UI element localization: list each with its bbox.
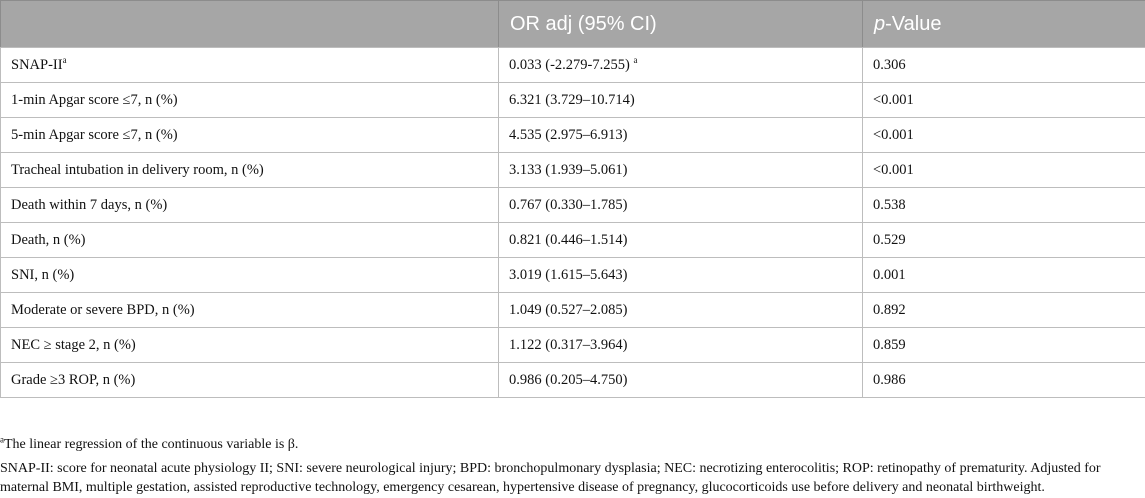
or-adj-value: 6.321 (3.729–10.714) <box>509 91 635 108</box>
cell-p-value: <0.001 <box>863 83 1145 118</box>
cell-variable <box>1 328 499 363</box>
cell-or-adj <box>499 118 863 153</box>
or-adj-value: 3.019 (1.615–5.643) <box>509 266 628 283</box>
or-adj-value: 0.821 (0.446–1.514) <box>509 231 628 248</box>
variable-label: SNI, n (%) <box>11 266 75 283</box>
variable-label: Death within 7 days, n (%) <box>11 196 168 213</box>
table-row <box>1 328 1145 363</box>
cell-variable <box>1 153 499 188</box>
table-header <box>1 1 1145 48</box>
variable-label: Moderate or severe BPD, n (%) <box>11 301 195 318</box>
cell-variable <box>1 258 499 293</box>
or-adj-value: 1.049 (0.527–2.085) <box>509 301 628 318</box>
cell-p-value: <0.001 <box>863 153 1145 188</box>
table-body <box>1 48 1145 398</box>
cell-variable <box>1 293 499 328</box>
cell-p-value: 0.001 <box>863 258 1145 293</box>
table-row <box>1 258 1145 293</box>
or-adj-value: 1.122 (0.317–3.964) <box>509 336 628 353</box>
variable-label: Grade ≥3 ROP, n (%) <box>11 371 136 388</box>
variable-label: SNAP-II <box>11 56 63 73</box>
cell-variable <box>1 118 499 153</box>
cell-variable <box>1 223 499 258</box>
header-p-rest: -Value <box>885 12 942 35</box>
table-row <box>1 83 1145 118</box>
header-p-value <box>863 1 1145 48</box>
cell-or-adj <box>499 258 863 293</box>
table-row <box>1 118 1145 153</box>
footnote-a-marker: a <box>0 434 4 445</box>
table-row <box>1 363 1145 398</box>
cell-p-value: 0.538 <box>863 188 1145 223</box>
cell-p-value: 0.892 <box>863 293 1145 328</box>
cell-variable <box>1 188 499 223</box>
cell-variable <box>1 363 499 398</box>
or-footnote-marker: a <box>633 54 638 65</box>
cell-p-value: 0.529 <box>863 223 1145 258</box>
cell-p-value: 0.306 <box>863 48 1145 83</box>
cell-p-value: 0.859 <box>863 328 1145 363</box>
cell-or-adj <box>499 48 863 83</box>
header-row <box>1 1 1145 48</box>
table-row <box>1 153 1145 188</box>
cell-variable <box>1 83 499 118</box>
or-adj-value: 4.535 (2.975–6.913) <box>509 126 628 143</box>
cell-or-adj <box>499 223 863 258</box>
footnote-a <box>0 435 1145 454</box>
or-adj-value: 0.767 (0.330–1.785) <box>509 196 628 213</box>
table-row <box>1 293 1145 328</box>
variable-label: Death, n (%) <box>11 231 86 248</box>
footnote-abbreviations: SNAP-II: score for neonatal acute physiology II; SNI: severe neurological injury; BPD: bronchopulmonary dysplasia; NEC: necrotizing enterocolitis; ROP: retinopathy of prematurity. Adjusted for maternal BMI, multiple gestation, assisted reproductive technology, emergency cesarean, hypertensive disease of pregnancy, glucocorticoids use before delivery and neonatal birthweight. <box>0 461 1101 495</box>
table-row <box>1 48 1145 83</box>
cell-or-adj <box>499 188 863 223</box>
variable-footnote-marker: a <box>62 54 67 65</box>
variable-label: 1-min Apgar score ≤7, n (%) <box>11 91 178 108</box>
or-adj-value: 3.133 (1.939–5.061) <box>509 161 628 178</box>
footnote-a-text: The linear regression of the continuous variable is β. <box>4 437 299 452</box>
table-row <box>1 223 1145 258</box>
cell-or-adj <box>499 363 863 398</box>
cell-or-adj <box>499 328 863 363</box>
header-variable <box>1 1 499 48</box>
cell-variable <box>1 48 499 83</box>
header-or-adj: OR adj (95% CI) <box>499 1 863 48</box>
or-adj-value: 0.033 (-2.279-7.255) <box>509 56 630 73</box>
cell-or-adj <box>499 153 863 188</box>
variable-label: 5-min Apgar score ≤7, n (%) <box>11 126 178 143</box>
table-row <box>1 188 1145 223</box>
cell-p-value: 0.986 <box>863 363 1145 398</box>
header-p-italic: p <box>874 12 886 35</box>
cell-or-adj <box>499 83 863 118</box>
variable-label: Tracheal intubation in delivery room, n (%) <box>11 161 264 178</box>
or-adj-value: 0.986 (0.205–4.750) <box>509 371 628 388</box>
variable-label: NEC ≥ stage 2, n (%) <box>11 336 136 353</box>
cell-or-adj <box>499 293 863 328</box>
cell-p-value: <0.001 <box>863 118 1145 153</box>
